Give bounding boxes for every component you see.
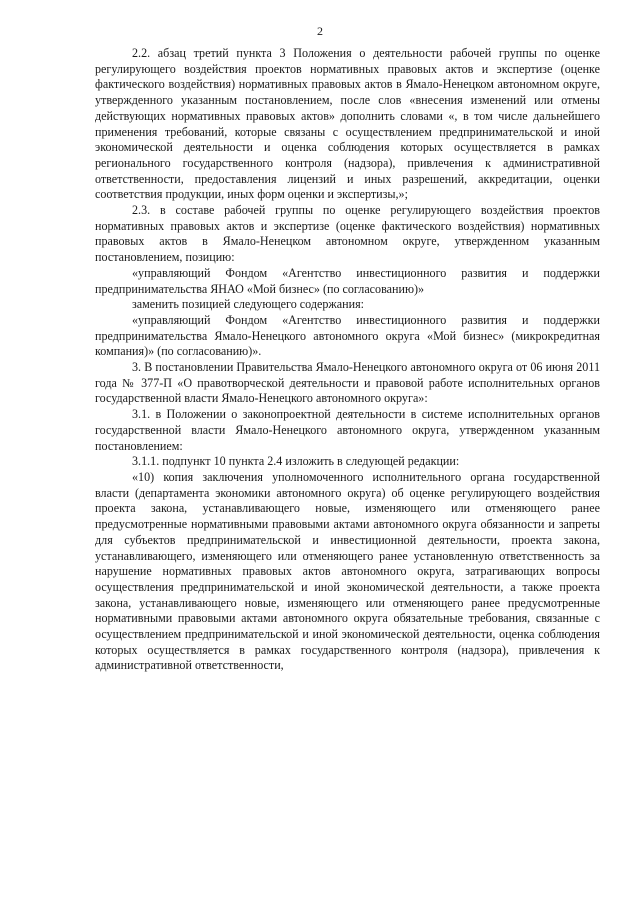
paragraph-3: 3. В постановлении Правительства Ямало-Ненецкого автономного округа от 06 июня 2011 года № 377-П «О правотворческой деятельности и правовой работе исполнительных органов государственной власти Ямало-Ненецкого автономного округа»: — [95, 360, 600, 406]
paragraph-subpoint-10: «10) копия заключения уполномоченного исполнительного органа государственной власти (департамента экономики автономного округа) об оценке регулирующего воздействия проекта закона, устанавливающего новые, изменяющего или отменяющего ранее предусмотренные нормативными правовыми актами автономного округа обязанности и запреты для субъектов предпринимательской и инвестиционной деятельности, проекта закона, устанавливающего, изменяющего или отменяющего ранее установленную ответственность за нарушение нормативных правовых актов автономного округа, затрагивающих вопросы осуществления предпринимательской и иной экономической деятельности, а также проекта закона, устанавливающего новые, изменяющего или отменяющего ранее предусмотренные нормативными правовыми актами автономного округа обязательные требования, связанные с осуществлением предпринимательской и иной экономической деятельности, оценка соблюдения которых осуществляется в рамках государственного контроля (надзора), привлечения к административной ответственности, — [95, 469, 600, 673]
paragraph-3-1: 3.1. в Положении о законопроектной деятельности в системе исполнительных органов государственной власти Ямало-Ненецкого автономного округа, утвержденном указанным постановлением: — [95, 407, 600, 453]
paragraph-replace-with: заменить позицией следующего содержания: — [132, 297, 364, 312]
paragraph-old-position: «управляющий Фондом «Агентство инвестиционного развития и поддержки предпринимательства ЯНАО «Мой бизнес» (по согласованию)» — [95, 265, 600, 296]
page-number: 2 — [317, 24, 323, 38]
paragraph-2-2: 2.2. абзац третий пункта 3 Положения о деятельности рабочей группы по оценке регулирующего воздействия проектов нормативных правовых актов и экспертизе (оценке фактического воздействия) нормативных правовых актов в Ямало-Ненецком автономном округе, утвержденного указанным постановлением, после слов «внесения изменений или отмены действующих нормативных правовых актов» дополнить словами «, в том числе дальнейшего применения требований, которые связаны с осуществлением предпринимательской и иной экономической деятельности и оценка соблюдения которых осуществляется в рамках регионального государственного контроля (надзора), привлечения к административной ответственности, предоставления лицензий и иных разрешений, аккредитации, оценки соответствия продукции, иных форм оценки и экспертизы,»; — [95, 46, 600, 202]
paragraph-2-3: 2.3. в составе рабочей группы по оценке регулирующего воздействия проектов нормативных правовых актов и экспертизе (оценке фактического воздействия) нормативных правовых актов в Ямало-Ненецком автономном округе, утвержденном указанным постановлением, позицию: — [95, 203, 600, 265]
paragraph-3-1-1: 3.1.1. подпункт 10 пункта 2.4 изложить в следующей редакции: — [132, 454, 460, 469]
paragraph-new-position: «управляющий Фондом «Агентство инвестиционного развития и поддержки предпринимательства Ямало-Ненецкого автономного округа «Мой бизнес» (микрокредитная компания)» (по согласованию)». — [95, 312, 600, 359]
document-body — [95, 46, 600, 674]
